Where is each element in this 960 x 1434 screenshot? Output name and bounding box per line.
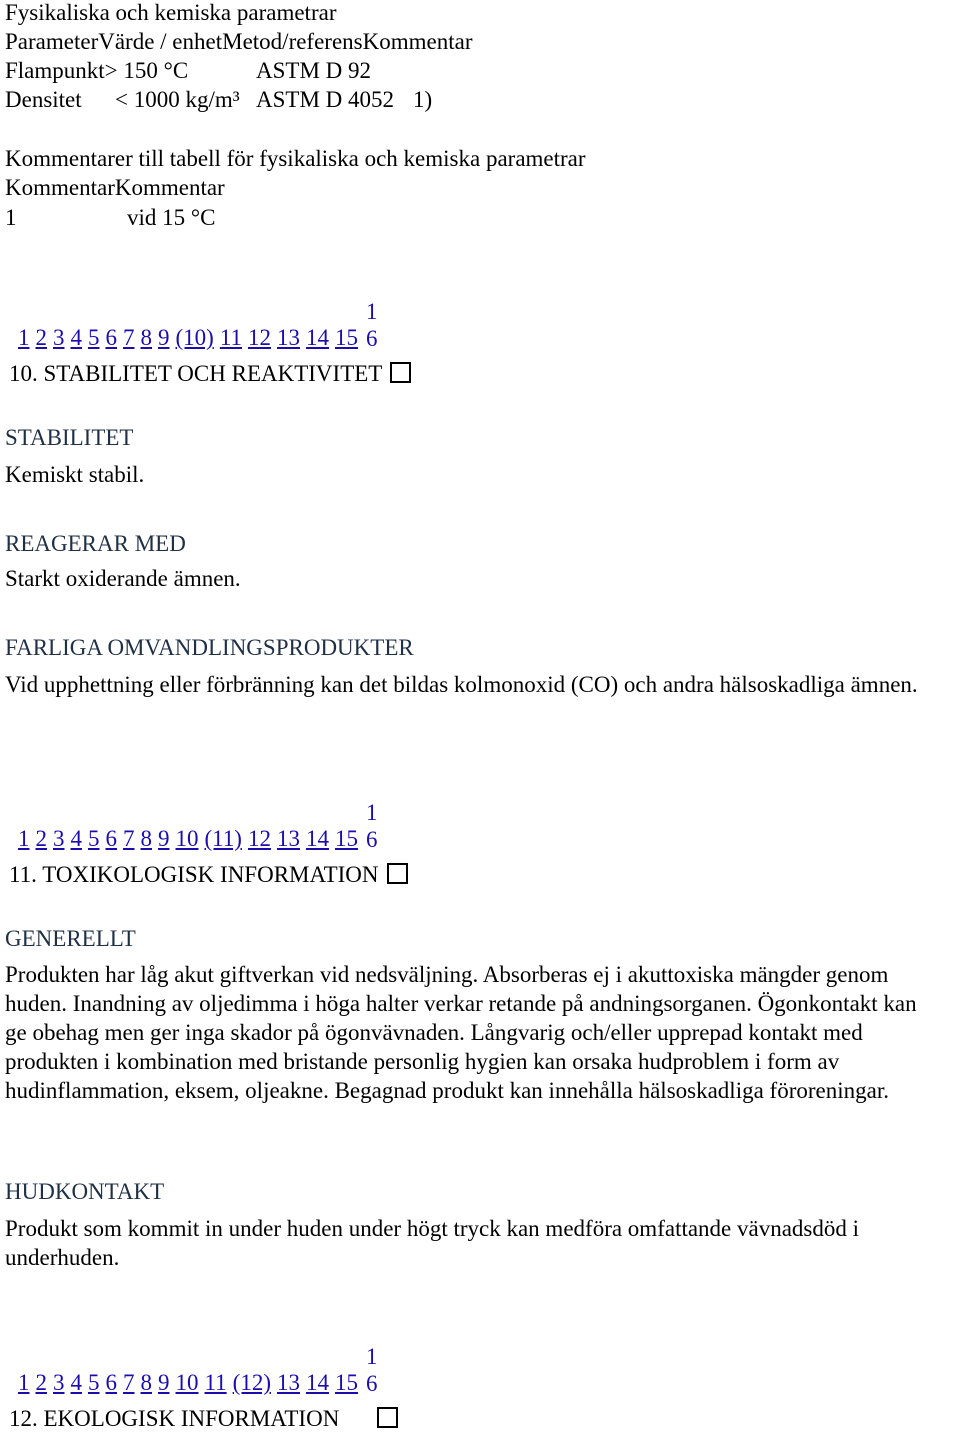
nav-link[interactable]: 15: [334, 1370, 358, 1395]
nav-link[interactable]: 9: [158, 325, 170, 350]
nav-link[interactable]: 2: [35, 826, 47, 851]
nav-link[interactable]: 5: [88, 826, 100, 851]
nav-link[interactable]: 1: [18, 1370, 30, 1395]
section-10-title-text: 10. STABILITET OCH REAKTIVITET: [9, 361, 383, 386]
nav-link[interactable]: 2: [35, 1370, 47, 1395]
phys-table-header: [5, 27, 472, 56]
header-parameter: Parameter: [5, 29, 99, 54]
nav-link[interactable]: 11: [204, 1370, 227, 1395]
nav-link[interactable]: 9: [158, 1370, 170, 1395]
table-row-densitet: [5, 85, 82, 114]
nav-link[interactable]: 3: [53, 325, 65, 350]
nav-link[interactable]: 14: [305, 1370, 329, 1395]
section-11-title: [9, 860, 408, 889]
nav-link[interactable]: 13: [276, 1370, 300, 1395]
text-reagerar: Starkt oxiderande ämnen.: [5, 566, 241, 591]
nav-link[interactable]: 1: [18, 826, 30, 851]
nav-link[interactable]: 8: [140, 325, 152, 350]
nav-link-current[interactable]: (12): [232, 1370, 271, 1395]
cell-method: ASTM D 4052: [256, 87, 395, 112]
nav-link-16[interactable]: [366, 298, 378, 352]
heading-generellt: GENERELLT: [5, 926, 136, 951]
nav-link[interactable]: 7: [123, 1370, 135, 1395]
nav-link-current[interactable]: (10): [175, 325, 214, 350]
nav-link[interactable]: 5: [88, 325, 100, 350]
nav-link[interactable]: 4: [70, 826, 82, 851]
section-nav-12: [18, 1343, 377, 1397]
text-hudkontakt: Produkt som kommit in under huden under högt tryck kan medföra omfattande vävnadsdöd i underhuden.: [5, 1216, 860, 1270]
nav-link[interactable]: 11: [219, 325, 242, 350]
cell-value: > 150 °C: [104, 58, 189, 83]
heading-hudkontakt: HUDKONTAKT: [5, 1179, 165, 1204]
nav-link-16[interactable]: [366, 799, 378, 853]
comments-header-col1: Kommentar: [5, 175, 115, 200]
cell-method: ASTM D 92: [256, 58, 372, 83]
text-generellt: Produkten har låg akut giftverkan vid nedsväljning. Absorberas ej i akuttoxiska mängder genom huden. Inandning av oljedimma i höga halter verkar retande på andningsorganen. Ögonkontakt kan ge obehag men ger inga skador på ögonvävnaden. Långvarig och/eller upprepad kontakt med produkten i kombination med bristande personlig hygien kan orsaka hudproblem i form av hudinflammation, eksem, oljeakne. Begagnad produkt kan innehålla hälsoskadliga föroreningar.: [5, 962, 917, 1103]
nav-link[interactable]: 14: [305, 826, 329, 851]
section-12-title-text: 12. EKOLOGISK INFORMATION: [9, 1406, 340, 1431]
nav-16-top: 1: [365, 299, 378, 324]
section-11-title-text: 11. TOXIKOLOGISK INFORMATION: [9, 862, 379, 887]
header-comment: Kommentar: [362, 29, 473, 54]
comment-text: vid 15 °C: [127, 205, 216, 230]
section-12-title: [9, 1404, 398, 1433]
cell-value: < 1000 kg/m³: [115, 87, 240, 112]
nav-link[interactable]: 7: [123, 325, 135, 350]
nav-link[interactable]: 15: [334, 325, 358, 350]
nav-link[interactable]: 6: [105, 826, 117, 851]
nav-link[interactable]: 4: [70, 325, 82, 350]
comments-header-col2: Kommentar: [114, 175, 225, 200]
comment-number: 1: [5, 205, 17, 230]
nav-link[interactable]: 9: [158, 826, 170, 851]
nav-link[interactable]: 13: [276, 325, 300, 350]
heading-reagerar: REAGERAR MED: [5, 531, 186, 556]
nav-link[interactable]: 4: [70, 1370, 82, 1395]
table-row-flampunkt: [5, 56, 188, 85]
nav-link[interactable]: 12: [247, 826, 271, 851]
nav-link[interactable]: 15: [334, 826, 358, 851]
section-10-title: [9, 359, 411, 388]
nav-link-16[interactable]: [366, 1343, 378, 1397]
section-nav-10: [18, 298, 377, 352]
nav-link[interactable]: 1: [18, 325, 30, 350]
nav-link-current[interactable]: (11): [204, 826, 242, 851]
heading-farliga: FARLIGA OMVANDLINGSPRODUKTER: [5, 635, 414, 660]
nav-link[interactable]: 6: [105, 1370, 117, 1395]
nav-link[interactable]: 12: [247, 325, 271, 350]
nav-16-bottom: 6: [365, 326, 378, 351]
nav-link[interactable]: 13: [276, 826, 300, 851]
checkbox-icon: [390, 362, 411, 383]
nav-link[interactable]: 6: [105, 325, 117, 350]
comments-header: [5, 173, 225, 202]
nav-link[interactable]: 7: [123, 826, 135, 851]
header-method: Metod/referens: [222, 29, 363, 54]
cell-comment: 1): [413, 87, 433, 112]
nav-16-bottom: 6: [365, 827, 378, 852]
nav-link[interactable]: 10: [175, 826, 199, 851]
nav-link[interactable]: 3: [53, 826, 65, 851]
section-nav-11: [18, 799, 377, 853]
comments-title: Kommentarer till tabell för fysikaliska och kemiska parametrar: [5, 146, 586, 171]
nav-link[interactable]: 3: [53, 1370, 65, 1395]
checkbox-icon: [387, 863, 408, 884]
nav-link[interactable]: 14: [305, 325, 329, 350]
cell-parameter: Flampunkt: [5, 58, 105, 83]
nav-link[interactable]: 8: [140, 826, 152, 851]
nav-link[interactable]: 5: [88, 1370, 100, 1395]
nav-link[interactable]: 8: [140, 1370, 152, 1395]
checkbox-icon: [377, 1407, 398, 1428]
text-stabilitet: Kemiskt stabil.: [5, 462, 145, 487]
heading-stabilitet: STABILITET: [5, 425, 134, 450]
text-farliga: Vid upphettning eller förbränning kan det bildas kolmonoxid (CO) och andra hälsoskadliga ämnen.: [5, 672, 918, 697]
nav-link[interactable]: 10: [175, 1370, 199, 1395]
phys-section-title: Fysikaliska och kemiska parametrar: [5, 0, 337, 25]
nav-link[interactable]: 2: [35, 325, 47, 350]
nav-16-top: 1: [365, 1344, 378, 1369]
nav-16-top: 1: [365, 800, 378, 825]
header-value: Värde / enhet: [98, 29, 223, 54]
cell-parameter: Densitet: [5, 87, 82, 112]
nav-16-bottom: 6: [365, 1371, 378, 1396]
